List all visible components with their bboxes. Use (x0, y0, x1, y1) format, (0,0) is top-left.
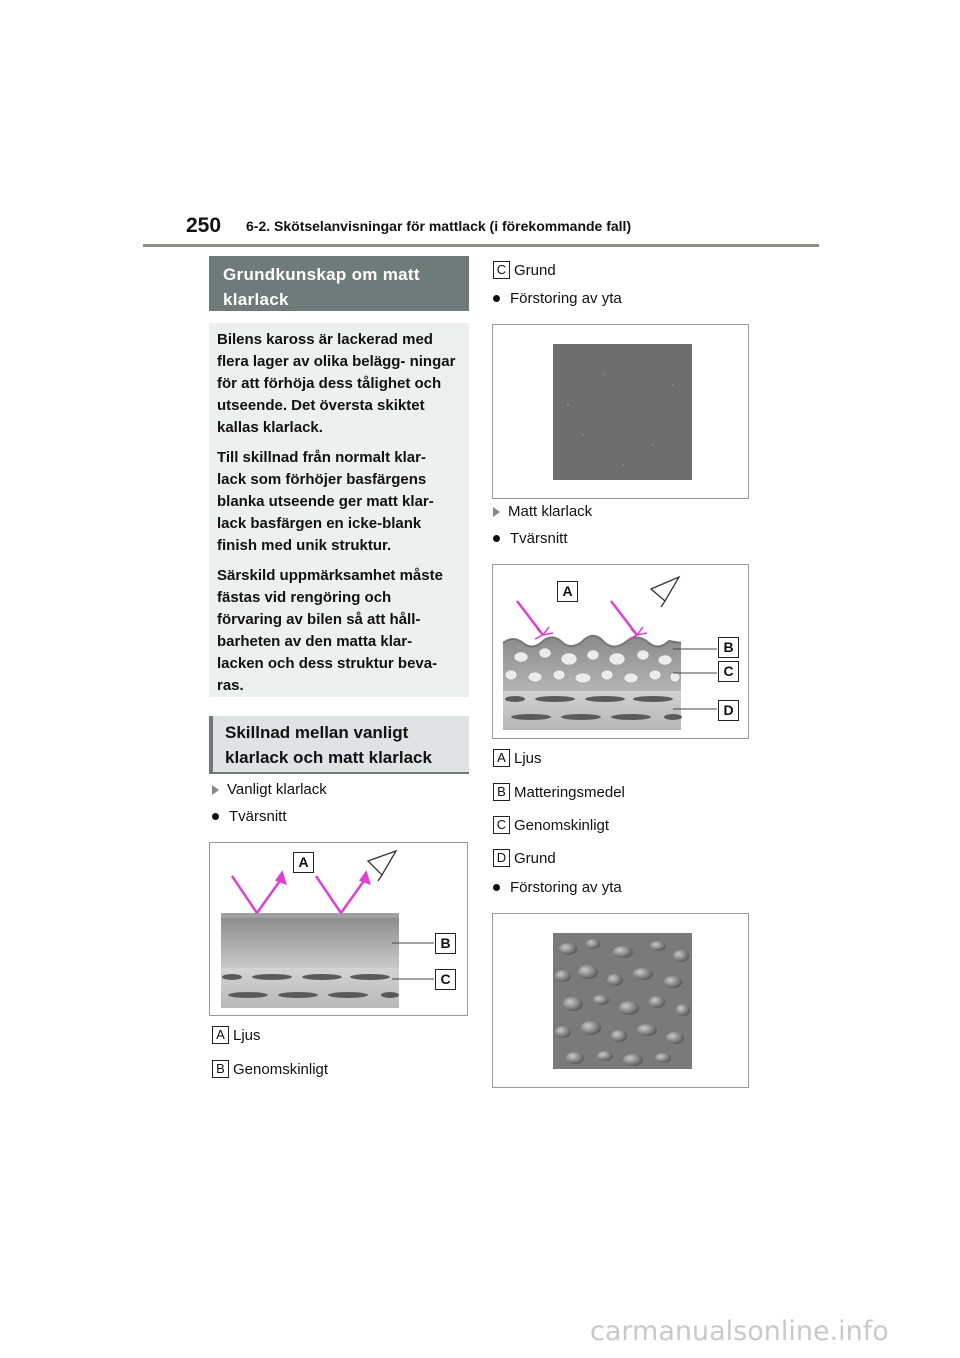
figure-textured-surface (492, 913, 749, 1088)
bullet-label: Förstoring av yta (510, 290, 622, 307)
header-divider (143, 244, 819, 247)
legend-text: Genomskinligt (514, 817, 610, 834)
legend-item (493, 261, 556, 281)
legend-letter: A (493, 749, 510, 767)
legend-letter: C (493, 261, 510, 279)
bullet-label: Tvärsnitt (510, 530, 568, 547)
legend-item (493, 816, 609, 836)
bullet-cross-section (212, 807, 287, 827)
info-box (209, 323, 469, 697)
bullet-label: Tvärsnitt (229, 808, 287, 825)
info-paragraph: Särskild uppmärksamhet måste fästas vid rengöring och förvaring av bilen så att håll- barheten av den matta klar- lacken och dess struktur beva- ras. (217, 567, 443, 694)
matte-clearcoat-illustration (493, 565, 748, 738)
bullet-icon (493, 295, 500, 302)
triangle-icon (212, 785, 219, 795)
page-number: 250 (186, 214, 222, 237)
sub-item-matte-clearcoat (493, 502, 592, 522)
heading-basics: Grundkunskap om matt klarlack (209, 256, 469, 311)
legend-item (493, 849, 556, 869)
legend-letter: B (212, 1060, 229, 1078)
legend-item (493, 783, 625, 803)
smooth-surface-photo (493, 325, 748, 498)
figure-normal-clearcoat (209, 842, 468, 1016)
bullet-cross-section (493, 529, 568, 549)
sub-item-label: Matt klarlack (508, 503, 593, 520)
legend-letter: B (493, 783, 510, 801)
sub-item-normal-clearcoat (212, 780, 327, 800)
sub-item-label: Vanligt klarlack (227, 781, 327, 798)
watermark: carmanualsonline.info (590, 1316, 889, 1347)
legend-item (212, 1026, 261, 1046)
legend-text: Genomskinligt (233, 1061, 329, 1078)
bullet-label: Förstoring av yta (510, 879, 622, 896)
figure-label: A (557, 581, 578, 602)
info-paragraph: Bilens kaross är lackerad med flera lager av olika belägg- ningar för att förhöja dess tålighet och utseende. Det översta skiktet kallas klarlack. (217, 331, 456, 436)
legend-text: Matteringsmedel (514, 784, 625, 801)
section-title: 6-2. Skötselanvisningar för mattlack (i förekommande fall) (246, 218, 632, 234)
figure-matte-clearcoat (492, 564, 749, 739)
normal-clearcoat-illustration (210, 843, 467, 1015)
info-paragraph: Till skillnad från normalt klar- lack som förhöjer basfärgens blanka utseende ger matt klar- lack basfärgen en icke-blank finish med unik struktur. (217, 449, 434, 554)
legend-letter: C (493, 816, 510, 834)
legend-text: Grund (514, 850, 556, 867)
bullet-magnification (493, 289, 622, 309)
bullet-icon (212, 813, 219, 820)
figure-smooth-surface (492, 324, 749, 499)
figure-label: C (435, 969, 456, 990)
figure-label: D (718, 700, 739, 721)
figure-label: A (293, 852, 314, 873)
figure-label: B (718, 637, 739, 658)
textured-surface-photo (493, 914, 748, 1087)
figure-label: C (718, 661, 739, 682)
legend-text: Grund (514, 262, 556, 279)
bullet-magnification (493, 878, 622, 898)
legend-text: Ljus (514, 750, 542, 767)
triangle-icon (493, 507, 500, 517)
legend-letter: A (212, 1026, 229, 1044)
legend-text: Ljus (233, 1027, 261, 1044)
bullet-icon (493, 535, 500, 542)
legend-letter: D (493, 849, 510, 867)
bullet-icon (493, 884, 500, 891)
legend-item (493, 749, 542, 769)
heading-difference: Skillnad mellan vanligt klarlack och matt klarlack (209, 716, 469, 774)
legend-item (212, 1060, 328, 1080)
figure-label: B (435, 933, 456, 954)
